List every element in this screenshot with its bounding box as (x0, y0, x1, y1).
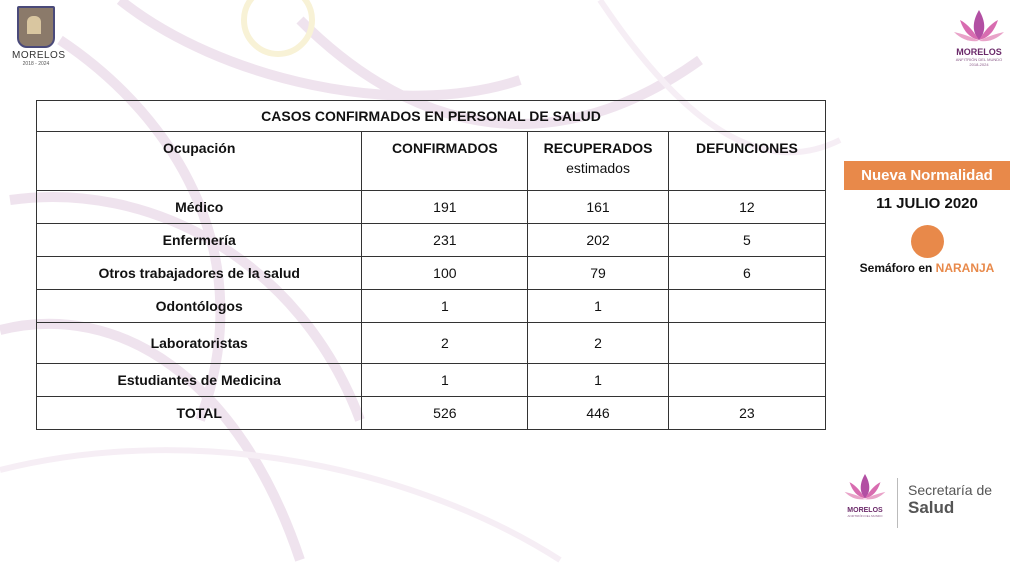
header-occupation: Ocupación (37, 132, 362, 191)
cell-deaths (668, 323, 825, 364)
cell-deaths: 23 (668, 397, 825, 430)
cell-deaths (668, 364, 825, 397)
cell-confirmed: 1 (362, 364, 528, 397)
cell-confirmed: 526 (362, 397, 528, 430)
cell-occupation: TOTAL (37, 397, 362, 430)
cell-occupation: Médico (37, 191, 362, 224)
traffic-light-label (844, 261, 1010, 275)
logo-sub: ANFITRIÓN DEL MUNDO (847, 514, 883, 518)
cell-recovered: 161 (528, 191, 669, 224)
header-deaths: DEFUNCIONES (668, 132, 825, 191)
cell-recovered: 202 (528, 224, 669, 257)
table-title: CASOS CONFIRMADOS EN PERSONAL DE SALUD (37, 101, 826, 132)
secretaria-line1: Secretaría de (908, 482, 993, 498)
header-recovered (528, 132, 669, 191)
secretaria-salud-logo (908, 482, 1018, 518)
report-date: 11 JULIO 2020 (876, 195, 978, 212)
lotus-icon (843, 472, 887, 502)
seal-name: MORELOS (12, 50, 66, 61)
cell-deaths (668, 290, 825, 323)
status-badge: Nueva Normalidad (844, 161, 1010, 190)
cell-confirmed: 191 (362, 191, 528, 224)
semaforo-color-word: NARANJA (935, 261, 995, 275)
table-row (37, 323, 826, 364)
seal-years: 2018 - 2024 (22, 61, 50, 67)
header-recovered-line2: estimados (566, 160, 630, 176)
cell-occupation: Odontólogos (37, 290, 362, 323)
header-recovered-line1: RECUPERADOS (543, 140, 653, 156)
morelos-logo-top (944, 8, 1014, 67)
cell-deaths: 5 (668, 224, 825, 257)
cell-recovered: 2 (528, 323, 669, 364)
cell-deaths: 12 (668, 191, 825, 224)
logo-divider (897, 478, 898, 528)
table-row (37, 224, 826, 257)
logo-years: 2018-2024 (969, 62, 989, 67)
table-row (37, 191, 826, 224)
table-row-total (37, 397, 826, 430)
cases-table-container (36, 100, 826, 430)
cell-occupation: Laboratoristas (37, 323, 362, 364)
cell-confirmed: 100 (362, 257, 528, 290)
health-personnel-cases-table (36, 100, 826, 430)
morelos-seal (12, 6, 66, 67)
table-row (37, 364, 826, 397)
header-confirmed: CONFIRMADOS (362, 132, 528, 191)
logo-brand: MORELOS (847, 507, 883, 514)
logo-brand: MORELOS (956, 47, 1002, 57)
cell-recovered: 79 (528, 257, 669, 290)
traffic-light-dot (911, 225, 944, 258)
cell-recovered: 446 (528, 397, 669, 430)
cell-occupation: Estudiantes de Medicina (37, 364, 362, 397)
lotus-icon (952, 8, 1006, 44)
secretaria-line2: Salud (908, 498, 955, 517)
table-row (37, 290, 826, 323)
morelos-logo-bottom (838, 472, 892, 518)
table-row (37, 257, 826, 290)
cell-confirmed: 2 (362, 323, 528, 364)
cell-confirmed: 1 (362, 290, 528, 323)
cell-recovered: 1 (528, 290, 669, 323)
cell-confirmed: 231 (362, 224, 528, 257)
cell-occupation: Otros trabajadores de la salud (37, 257, 362, 290)
cell-deaths: 6 (668, 257, 825, 290)
semaforo-prefix: Semáforo en (859, 261, 936, 275)
cell-recovered: 1 (528, 364, 669, 397)
cell-occupation: Enfermería (37, 224, 362, 257)
logo-sub: ANFITRIÓN DEL MUNDO (955, 57, 1003, 62)
shield-icon (17, 6, 55, 48)
